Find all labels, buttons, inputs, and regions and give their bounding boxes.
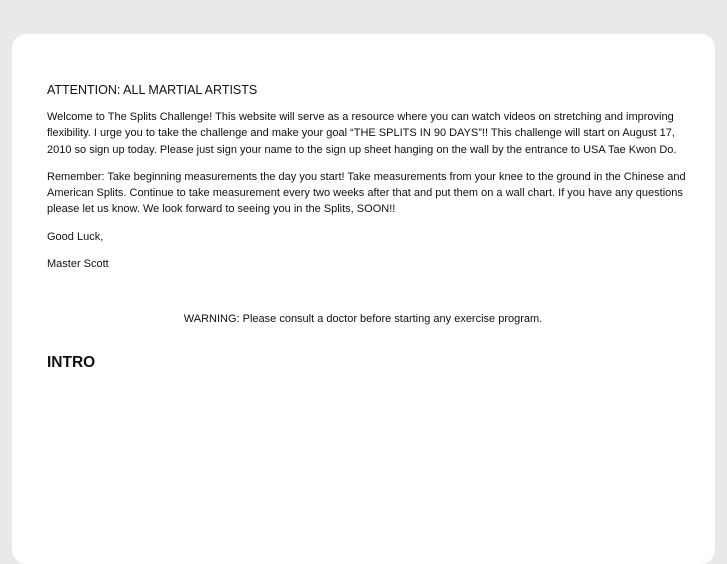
attention-heading: ATTENTION: ALL MARTIAL ARTISTS (47, 83, 258, 97)
main-content (47, 82, 687, 373)
welcome-paragraph: Welcome to The Splits Challenge! This website will serve as a resource where you can watch videos on stretching and improving flexibility. I urge you to take the challenge and make your goal “THE SPLITS IN 90 DAYS”!! This challenge will start on August 17, 2010 so sign up today. Please just sign your name to the sign up sheet hanging on the wall by the entrance to USA Tae Kwon Do. (47, 111, 677, 156)
content-card (12, 34, 715, 564)
closing-text: Good Luck, (47, 230, 104, 243)
warning-text: WARNING: Please consult a doctor before starting any exercise program. (183, 312, 543, 325)
remember-paragraph: Remember: Take beginning measurements the day you start! Take measurements from your knee to the ground in the Chinese and American Splits. Continue to take measurement every two weeks after that and put them on a wall chart. If you have any questions please let us know. We look forward to seeing you in the Splits, SOON!! (47, 170, 686, 216)
signature-text: Master Scott (47, 257, 109, 270)
intro-heading: INTRO (47, 353, 96, 371)
